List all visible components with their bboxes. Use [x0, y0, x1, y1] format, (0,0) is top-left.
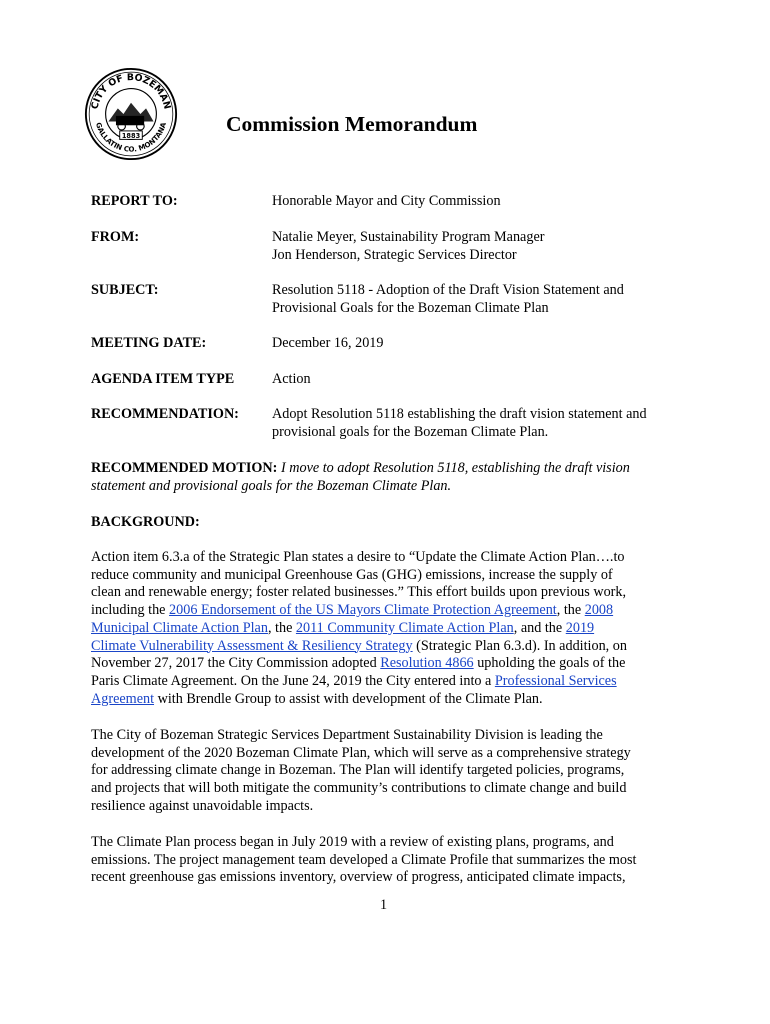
motion-label: RECOMMENDED MOTION:	[91, 460, 278, 476]
link-2011-community-plan[interactable]: 2011 Community Climate Action Plan	[295, 619, 514, 636]
p3-line-1: The Climate Plan process began in July 2019 with a review of existing plans, programs, and	[91, 834, 614, 850]
subject-line-2: Provisional Goals for the Bozeman Climate Plan	[272, 300, 549, 316]
p1-text: including the	[91, 602, 170, 619]
p3-line-3: recent greenhouse gas emissions inventory, overview of progress, anticipated climate impacts,	[91, 869, 626, 886]
p1-line-3: clean and renewable energy; foster related businesses.” This effort builds upon previous work,	[91, 584, 627, 601]
link-2019-vulnerability-assessment[interactable]: 2019	[565, 619, 595, 636]
p3-line-2: emissions. The project management team developed a Climate Profile that summarizes the most	[91, 851, 637, 868]
p1-line-2: reduce community and municipal Greenhouse Gas (GHG) emissions, increase the supply of	[91, 566, 613, 583]
p1-text: with Brendle Group to assist with development of the Climate Plan.	[154, 690, 543, 707]
p2-line-2: development of the 2020 Bozeman Climate Plan, which will serve as a comprehensive strategy	[91, 744, 631, 761]
p1-text: Paris Climate Agreement. On the June 24, 2019 the City entered into a	[91, 672, 495, 689]
recommended-motion	[91, 459, 691, 495]
p2-line-5: resilience against unavoidable impacts.	[91, 797, 314, 814]
p1-line-1: Action item 6.3.a of the Strategic Plan states a desire to “Update the Climate Action Plan….to	[91, 549, 625, 565]
subject-label: SUBJECT:	[91, 282, 159, 298]
meeting-date-value: December 16, 2019	[272, 335, 384, 351]
memo-title: Commission Memorandum	[226, 112, 478, 136]
p2-line-3: for addressing climate change in Bozeman. The Plan will identify targeted policies, programs,	[91, 762, 625, 779]
p1-text: , the	[556, 602, 585, 619]
link-2019-vulnerability-assessment[interactable]: Climate Vulnerability Assessment & Resiliency Strategy	[91, 637, 413, 654]
background-paragraph-1	[91, 549, 691, 708]
p1-text: (Strategic Plan 6.3.d). In addition, on	[412, 637, 627, 654]
background-paragraph-3	[91, 834, 691, 887]
report-to-label: REPORT TO:	[91, 193, 178, 209]
from-line-1: Natalie Meyer, Sustainability Program Manager	[272, 229, 545, 245]
p1-text: , and the	[513, 619, 566, 636]
p1-text: November 27, 2017 the City Commission adopted	[91, 655, 381, 672]
agenda-item-type-value: Action	[272, 371, 311, 387]
recommendation-line-1: Adopt Resolution 5118 establishing the draft vision statement and	[272, 406, 647, 422]
link-resolution-4866[interactable]: Resolution 4866	[380, 655, 474, 672]
motion-text-2: statement and provisional goals for the Bozeman Climate Plan.	[91, 478, 452, 494]
page-number: 1	[380, 897, 388, 913]
recommendation-value	[272, 405, 647, 441]
svg-text:CITY OF BOZEMAN: CITY OF BOZEMAN	[89, 72, 173, 111]
background-paragraph-2	[91, 727, 691, 816]
background-heading: BACKGROUND:	[91, 514, 200, 530]
agenda-item-type-label: AGENDA ITEM TYPE	[91, 371, 235, 387]
from-label: FROM:	[91, 229, 140, 245]
meeting-date-label: MEETING DATE:	[91, 335, 207, 351]
recommendation-label: RECOMMENDATION:	[91, 406, 239, 422]
from-line-2: Jon Henderson, Strategic Services Director	[272, 247, 517, 263]
p1-text: , the	[267, 619, 296, 636]
subject-line-1: Resolution 5118 - Adoption of the Draft Vision Statement and	[272, 282, 624, 298]
p2-line-4: and projects that will both mitigate the community’s contributions to climate change and build	[91, 780, 627, 797]
subject-value	[272, 281, 624, 317]
svg-text:GALLATIN CO. MONTANA: GALLATIN CO. MONTANA	[94, 121, 168, 154]
link-2008-municipal-plan[interactable]: 2008	[584, 602, 614, 619]
p2-line-1: The City of Bozeman Strategic Services Department Sustainability Division is leading the	[91, 727, 603, 743]
link-2006-mayors-agreement[interactable]: 2006 Endorsement of the US Mayors Climate Protection Agreement	[169, 602, 557, 619]
city-seal-logo	[84, 67, 178, 161]
from-value	[272, 228, 544, 264]
motion-text-1: I move to adopt Resolution 5118, establishing the draft vision	[277, 460, 630, 476]
svg-text:1883: 1883	[121, 131, 141, 140]
recommendation-line-2: provisional goals for the Bozeman Climate Plan.	[272, 424, 549, 440]
link-2008-municipal-plan[interactable]: Municipal Climate Action Plan	[91, 619, 268, 636]
p1-text: upholding the goals of the	[473, 655, 626, 672]
link-professional-services-agreement[interactable]: Agreement	[91, 690, 155, 707]
report-to-value: Honorable Mayor and City Commission	[272, 193, 501, 209]
link-professional-services-agreement[interactable]: Professional Services	[494, 672, 617, 689]
